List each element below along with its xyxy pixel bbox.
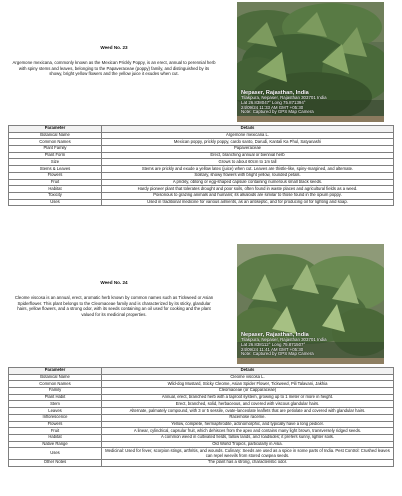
parameter-cell: Flowers	[9, 421, 102, 428]
parameter-cell: Fruit	[9, 179, 102, 186]
details-cell: Medicinal: Used for fever, scorpion stings, arthritis, and wounds. Culinary: Seeds are used as a spice in some parts of India. Pest Control: Crushed leaves can repel weevils from stored cowpea seeds.	[102, 448, 394, 460]
geotag-line: Tilakpura, Nepaser, Rajasthan 303701 India	[241, 337, 327, 342]
geotag-line: Lat 26.838047° Long 75.871394°	[241, 99, 306, 105]
table-row	[9, 428, 394, 435]
parameter-cell: Flowers	[9, 172, 102, 179]
plant-photo	[237, 244, 384, 364]
details-cell: Used in traditional medicine for various ailments, as an antiseptic, and for producing oil for lighting and soap.	[102, 199, 394, 206]
parameter-cell: Habitat	[9, 434, 102, 441]
parameter-cell: Uses	[9, 199, 102, 206]
entry-intro	[8, 244, 220, 366]
details-cell: Yellow, complete, hermaphrodite, actinomorphic, and typically have a long pedicel.	[102, 421, 394, 428]
table-row	[9, 139, 394, 146]
parameter-cell: Botanical Name	[9, 132, 102, 139]
parameter-cell: Leaves	[9, 408, 102, 415]
details-table	[8, 367, 394, 467]
parameter-cell: Common Names	[9, 139, 102, 146]
details-cell: Cleome viscosa L.	[102, 374, 394, 381]
col-header-details: Details	[102, 126, 394, 133]
geotag-line: 24/09/24 11:41 AM GMT +05:30	[241, 346, 304, 352]
parameter-cell: Inflorescence	[9, 414, 102, 421]
parameter-cell: Size	[9, 159, 102, 166]
parameter-cell: Toxicity	[9, 192, 102, 199]
details-cell: A common weed in cultivated fields, fallow lands, and roadsides; it prefers sunny, lighter soils.	[102, 434, 394, 441]
details-cell: Annual, erect, branched herb with a taproot system, growing up to 1 meter or more in height.	[102, 394, 394, 401]
geotag-place: Nepaser, Rajasthan, India	[241, 332, 309, 338]
table-row	[9, 192, 394, 199]
table-row	[9, 159, 394, 166]
details-cell: Racemose raceme.	[102, 414, 394, 421]
parameter-cell: Botanical Name	[9, 374, 102, 381]
parameter-cell: Common Names	[9, 381, 102, 388]
table-row	[9, 434, 394, 441]
details-table	[8, 125, 394, 206]
col-header-parameter: Parameter	[9, 368, 102, 375]
table-row	[9, 374, 394, 381]
weed-entry-24	[8, 244, 394, 467]
details-cell: Hardy pioneer plant that tolerates drought and poor soils, often found in waste places and agricultural fields as a weed.	[102, 186, 394, 193]
weed-number-title: Weed No. 24	[100, 280, 128, 285]
parameter-cell: Stems & Leaves	[9, 166, 102, 173]
details-cell: Cleomaceae (or Capparaceae)	[102, 388, 394, 395]
geotag-line: 24/09/24 11:33 AM GMT +05:30	[241, 104, 304, 110]
parameter-cell: Plant Form	[9, 152, 102, 159]
details-cell: Papaveraceae	[102, 146, 394, 153]
details-cell: The plant has a strong, characteristic odor.	[102, 459, 394, 466]
table-row	[9, 388, 394, 395]
geotag-line: Lat 26.838112° Long 75.871507°	[241, 341, 306, 347]
col-header-details: Details	[102, 368, 394, 375]
parameter-cell: Family	[9, 388, 102, 395]
table-row	[9, 381, 394, 388]
plant-photo	[237, 2, 384, 122]
details-cell: Stems are prickly and exude a yellow latex (juice) when cut. Leaves are thistle-like, spiny-margined, and alternate.	[102, 166, 394, 173]
parameter-cell: Stem	[9, 401, 102, 408]
entry-header	[8, 2, 394, 124]
details-cell: Poisonous to grazing animals and humans; its alkaloids are similar to those found in the opium poppy.	[102, 192, 394, 199]
entry-header	[8, 244, 394, 366]
details-cell: Erect, branching annual or biennial herb	[102, 152, 394, 159]
parameter-cell: Native Range	[9, 441, 102, 448]
details-cell: Erect, branched, solid, herbaceous, and covered with viscous glandular hairs.	[102, 401, 394, 408]
table-row	[9, 199, 394, 206]
table-row	[9, 186, 394, 193]
col-header-parameter: Parameter	[9, 126, 102, 133]
table-row	[9, 132, 394, 139]
details-cell: Alternate, palmately compound, with 3 or 5 sessile, ovate-lanceolate leaflets that are petiolate and covered with glandular hairs.	[102, 408, 394, 415]
geotag-line: Note: Captured by GPS Map Camera	[241, 351, 314, 357]
geotag-line: Note: Captured by GPS Map Camera	[241, 109, 314, 115]
details-cell: Wild-dog Mustard, Sticky Cleome, Asian Spider Flower, Tickweed, Pili Talavani, Jakhia	[102, 381, 394, 388]
table-row	[9, 401, 394, 408]
weed-entry-23	[8, 2, 394, 206]
table-row	[9, 421, 394, 428]
details-cell: Solitary, showy flowers with bright yellow, rounded petals.	[102, 172, 394, 179]
geotag-place: Nepaser, Rajasthan, India	[241, 90, 309, 96]
table-row	[9, 441, 394, 448]
table-row	[9, 146, 394, 153]
parameter-cell: Fruit	[9, 428, 102, 435]
table-row	[9, 414, 394, 421]
table-header-row	[9, 368, 394, 375]
parameter-cell: Uses	[9, 448, 102, 460]
table-row	[9, 166, 394, 173]
parameter-cell: Plant Family	[9, 146, 102, 153]
weed-description: Argemone mexicana, commonly known as the Mexican Prickly Poppy, is an erect, annual to perennial herb with spiny stems and leaves, belonging to the Papaveraceae (poppy) family, and distinguished by its showy, bright yellow flowers and the yellow juice it exudes when cut.	[12, 60, 216, 77]
table-header-row	[9, 126, 394, 133]
parameter-cell: Other Notes	[9, 459, 102, 466]
table-row	[9, 179, 394, 186]
table-row	[9, 152, 394, 159]
photo-geotag	[241, 332, 327, 357]
details-cell: Grows to about 60cm to 1m tall	[102, 159, 394, 166]
parameter-cell: Plant Habit	[9, 394, 102, 401]
weed-description: Cleome viscosa is an annual, erect, aromatic herb known by common names such as Tickweed or Asian Spiderflower. This plant belongs to the Cleomaceae family and is characterized by its sticky, glandular hairs, yellow flowers, and a strong odor, with its seeds containing an oil used for cooking and the plant valued for its medicinal properties.	[14, 295, 214, 317]
table-row	[9, 408, 394, 415]
table-row	[9, 172, 394, 179]
details-cell: Argemone mexicana L.	[102, 132, 394, 139]
details-cell: A prickly, oblong or egg-shaped capsule containing numerous small black seeds.	[102, 179, 394, 186]
table-row	[9, 459, 394, 466]
table-row	[9, 394, 394, 401]
details-cell: A linear, cylindrical, capsular fruit, which dehisces from the apex and contains many light brown, transversely ridged seeds.	[102, 428, 394, 435]
table-row	[9, 448, 394, 460]
weed-number-title: Weed No. 23	[100, 45, 128, 50]
details-cell: Mexican poppy, prickly poppy, cardo santo, Darudi, Kantali Ka Phul, Satyanashi	[102, 139, 394, 146]
photo-geotag	[241, 90, 327, 115]
details-cell: Old World Tropics, particularly in Asia.	[102, 441, 394, 448]
entry-intro	[8, 2, 220, 124]
geotag-line: Tilakpura, Nepaser, Rajasthan 303701 India	[241, 95, 327, 100]
parameter-cell: Habitat	[9, 186, 102, 193]
